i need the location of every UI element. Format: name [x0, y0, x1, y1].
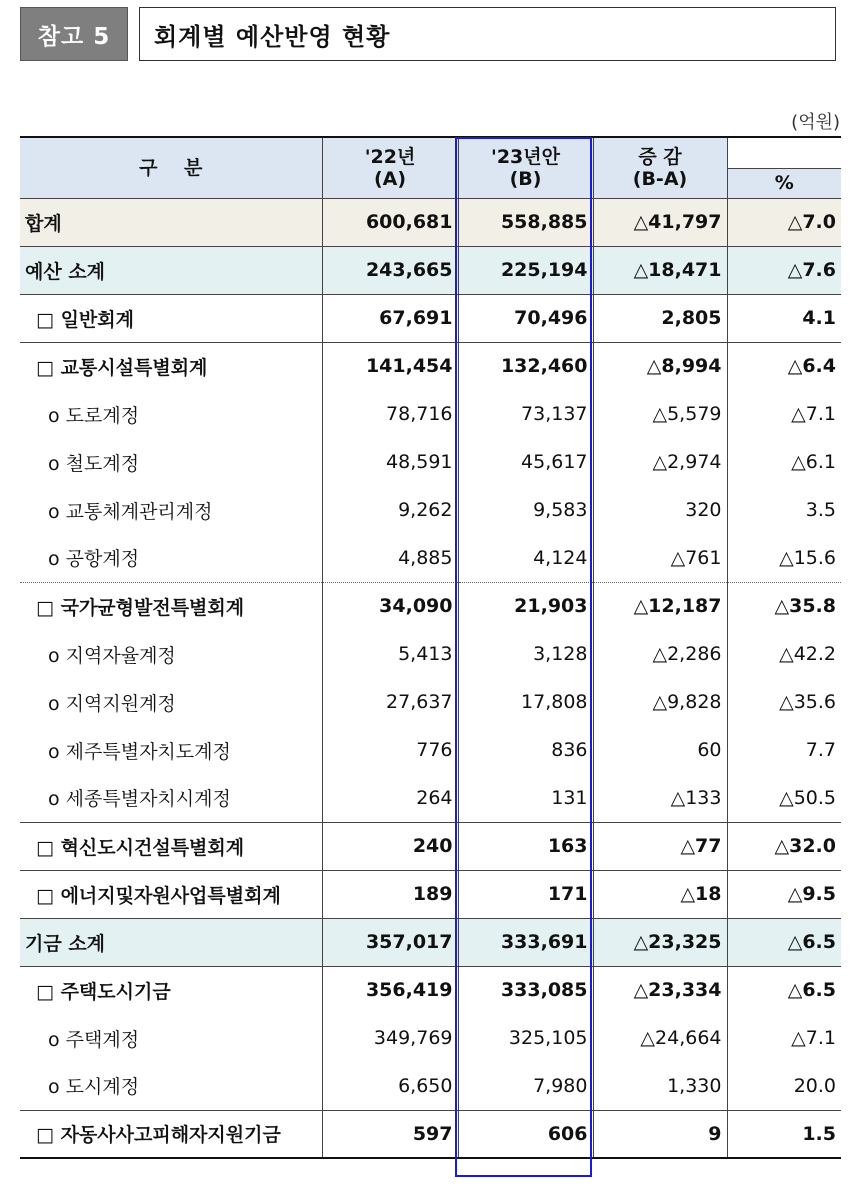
- value-23: 225,194: [458, 246, 593, 294]
- table-row: [20, 678, 841, 726]
- table-row: [20, 1062, 841, 1110]
- value-23: 836: [458, 726, 593, 774]
- table-row: [20, 630, 841, 678]
- value-percent: 1.5: [727, 1110, 841, 1158]
- unit-label: (억원): [791, 112, 840, 133]
- value-change: △133: [593, 774, 727, 822]
- value-change: △5,579: [593, 390, 727, 438]
- value-22: 34,090: [322, 582, 458, 630]
- value-change: △18: [593, 870, 727, 918]
- value-23: 4,124: [458, 534, 593, 582]
- header-category: 구 분: [20, 137, 322, 198]
- value-change: △2,286: [593, 630, 727, 678]
- table-row: [20, 294, 841, 342]
- header-23: '23년안 (B): [458, 137, 593, 198]
- row-label: o 제주특별자치도계정: [20, 726, 322, 774]
- value-change: △761: [593, 534, 727, 582]
- row-label: □ 국가균형발전특별회계: [20, 582, 322, 630]
- value-change: 60: [593, 726, 727, 774]
- value-percent: △35.6: [779, 691, 836, 713]
- table-row: [20, 438, 841, 486]
- row-label: o 철도계정: [20, 438, 322, 486]
- value-22: 189: [322, 870, 458, 918]
- row-label: o 도로계정: [20, 390, 322, 438]
- value-percent: 7.7: [805, 739, 836, 761]
- value-22: 48,591: [322, 438, 458, 486]
- row-label: □ 교통시설특별회계: [20, 342, 322, 390]
- header-blank: [727, 137, 841, 168]
- value-22: 357,017: [322, 918, 458, 966]
- value-23: 21,903: [458, 582, 593, 630]
- value-percent: △15.6: [779, 546, 836, 569]
- value-percent: △6.1: [791, 451, 836, 473]
- value-22: 27,637: [322, 678, 458, 726]
- value-22: 349,769: [322, 1014, 458, 1062]
- table-row: [20, 1110, 841, 1158]
- value-percent: △6.5: [727, 966, 841, 1014]
- row-label: 예산 소계: [20, 246, 322, 294]
- value-23: 333,085: [458, 966, 593, 1014]
- value-23: 7,980: [458, 1062, 593, 1110]
- value-22: 6,650: [322, 1062, 458, 1110]
- value-23: 17,808: [458, 678, 593, 726]
- value-22: 776: [322, 726, 458, 774]
- table-row: [20, 534, 841, 582]
- table-row: [20, 486, 841, 534]
- row-label: 기금 소계: [20, 918, 322, 966]
- value-percent: △50.5: [779, 786, 836, 809]
- value-23: 70,496: [458, 294, 593, 342]
- value-22: 243,665: [322, 246, 458, 294]
- value-22: 264: [322, 774, 458, 822]
- table-row: [20, 726, 841, 774]
- table-row: [20, 1014, 841, 1062]
- value-change: △8,994: [593, 342, 727, 390]
- value-change: 9: [593, 1110, 727, 1158]
- table-row: [20, 918, 841, 966]
- value-change: △23,325: [593, 918, 727, 966]
- table-row: [20, 246, 841, 294]
- row-label: o 도시계정: [20, 1062, 322, 1110]
- value-percent: △7.1: [791, 1027, 836, 1049]
- value-percent: △42.2: [779, 643, 836, 665]
- value-22: 9,262: [322, 486, 458, 534]
- row-label: □ 혁신도시건설특별회계: [20, 822, 322, 870]
- value-23: 73,137: [458, 390, 593, 438]
- row-label: o 교통체계관리계정: [20, 486, 322, 534]
- value-change: △24,664: [593, 1014, 727, 1062]
- value-23: 131: [458, 774, 593, 822]
- header-22: '22년 (A): [322, 137, 458, 198]
- table-row: [20, 198, 841, 246]
- value-23: 325,105: [458, 1014, 593, 1062]
- table-row: [20, 870, 841, 918]
- value-23: 558,885: [458, 198, 593, 246]
- value-percent: △7.6: [727, 246, 841, 294]
- value-percent: △9.5: [727, 870, 841, 918]
- value-23: 333,691: [458, 918, 593, 966]
- value-change: 320: [593, 486, 727, 534]
- table-row: [20, 342, 841, 390]
- value-change: △12,187: [593, 582, 727, 630]
- header-change: 증 감 (B-A): [593, 137, 727, 198]
- value-change: △2,974: [593, 438, 727, 486]
- table-row: [20, 582, 841, 630]
- value-22: 67,691: [322, 294, 458, 342]
- page-title: 회계별 예산반영 현황: [139, 7, 836, 61]
- value-percent: 4.1: [727, 294, 841, 342]
- value-percent: △7.0: [727, 198, 841, 246]
- value-23: 3,128: [458, 630, 593, 678]
- value-23: 45,617: [458, 438, 593, 486]
- row-label: o 세종특별자치시계정: [20, 774, 322, 822]
- row-label: o 공항계정: [20, 534, 322, 582]
- value-change: △41,797: [593, 198, 727, 246]
- row-label: o 주택계정: [20, 1014, 322, 1062]
- value-change: 1,330: [593, 1062, 727, 1110]
- table-row: [20, 774, 841, 822]
- value-22: 5,413: [322, 630, 458, 678]
- table-row: [20, 390, 841, 438]
- row-label: □ 일반회계: [20, 294, 322, 342]
- value-23: 9,583: [458, 486, 593, 534]
- value-23: 163: [458, 822, 593, 870]
- row-label: □ 주택도시기금: [20, 966, 322, 1014]
- budget-table: [20, 136, 841, 1159]
- row-label: o 지역자율계정: [20, 630, 322, 678]
- value-23: 171: [458, 870, 593, 918]
- value-23: 606: [458, 1110, 593, 1158]
- section-tag: 참고 5: [20, 7, 128, 61]
- value-22: 356,419: [322, 966, 458, 1014]
- row-label: □ 에너지및자원사업특별회계: [20, 870, 322, 918]
- value-percent: 3.5: [805, 499, 836, 521]
- value-22: 597: [322, 1110, 458, 1158]
- value-change: △9,828: [593, 678, 727, 726]
- row-label: □ 자동사사고피해자지원기금: [20, 1110, 322, 1158]
- value-22: 78,716: [322, 390, 458, 438]
- table-row: [20, 966, 841, 1014]
- value-change: △18,471: [593, 246, 727, 294]
- value-percent: △6.4: [727, 342, 841, 390]
- value-percent: △7.1: [791, 403, 836, 425]
- value-percent: △6.5: [727, 918, 841, 966]
- row-label: 합계: [20, 198, 322, 246]
- value-percent: △32.0: [727, 822, 841, 870]
- value-percent: 20.0: [793, 1074, 836, 1097]
- value-22: 141,454: [322, 342, 458, 390]
- value-percent: △35.8: [727, 582, 841, 630]
- value-23: 132,460: [458, 342, 593, 390]
- value-change: △23,334: [593, 966, 727, 1014]
- value-22: 240: [322, 822, 458, 870]
- value-change: △77: [593, 822, 727, 870]
- row-label: o 지역지원계정: [20, 678, 322, 726]
- table-row: [20, 822, 841, 870]
- header-percent: %: [727, 168, 841, 198]
- value-22: 600,681: [322, 198, 458, 246]
- value-change: 2,805: [593, 294, 727, 342]
- value-22: 4,885: [322, 534, 458, 582]
